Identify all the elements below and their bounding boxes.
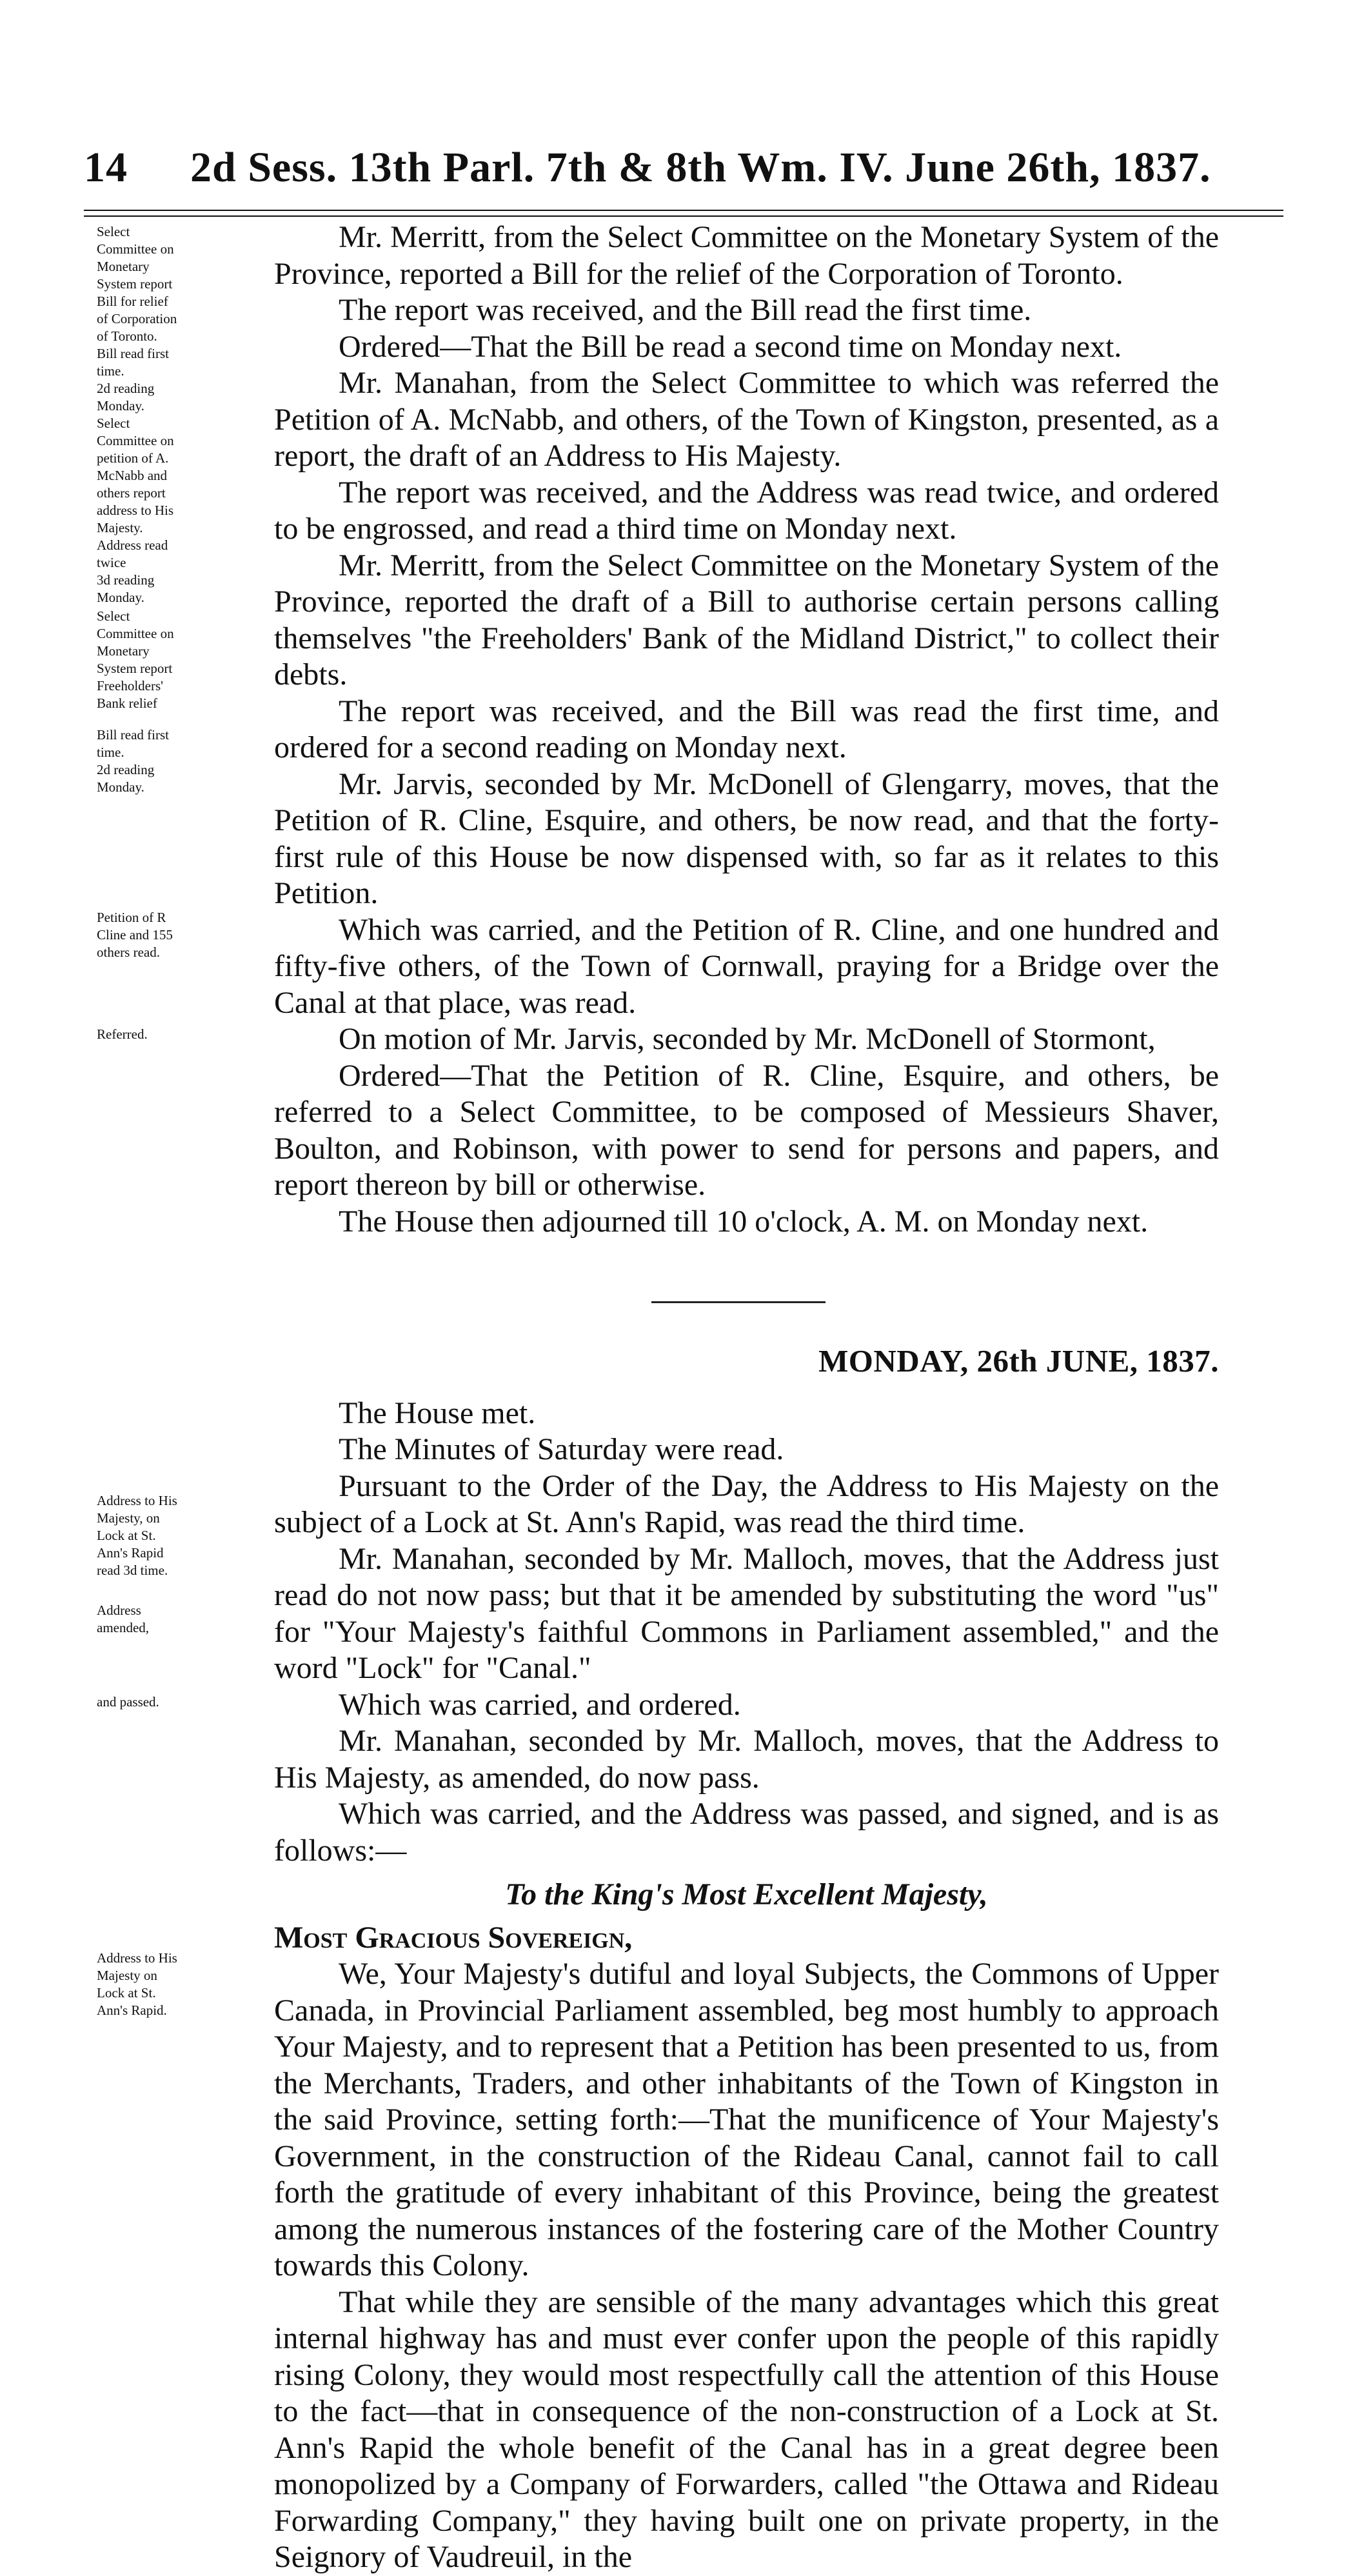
divider-rule — [651, 1301, 826, 1303]
section-divider — [0, 1240, 1355, 1343]
margin-note: Address amended, — [97, 1603, 150, 1635]
running-head: 2d Sess. 13th Parl. 7th & 8th Wm. IV. June 26th, 1837. — [190, 144, 1211, 191]
page-body — [0, 219, 1355, 2576]
paragraph: Ordered—That the Petition of R. Cline, Esquire, and others, be referred to a Select Committee, to be composed of Messieurs Shaver, Boulton, and Robinson, with power to send for persons and papers, and report thereon by bill or otherwise. — [274, 1058, 1219, 1202]
paragraph: Mr. Manahan, seconded by Mr. Malloch, moves, that the Address to His Majesty, as amended, do now pass. — [274, 1724, 1219, 1795]
paragraph: Pursuant to the Order of the Day, the Address to His Majesty on the subject of a Lock at St. Ann's Rapid, was read the third time. — [274, 1468, 1219, 1539]
margin-note: 3d reading Monday. — [97, 572, 155, 605]
margin-note: and passed. — [97, 1694, 159, 1710]
margin-note: Address to His Majesty, on Lock at St. Ann's Rapid read 3d time. — [97, 1493, 177, 1578]
paragraph: On motion of Mr. Jarvis, seconded by Mr. McDonell of Stormont, — [339, 1022, 1156, 1056]
paragraph: Which was carried, and the Address was passed, and signed, and is as follows:— — [274, 1797, 1219, 1868]
margin-note: Petition of R Cline and 155 others read. — [97, 910, 173, 960]
section-saturday — [0, 219, 1355, 1240]
paragraph: Mr. Jarvis, seconded by Mr. McDonell of Glengarry, moves, that the Petition of R. Cline, Esquire, and others, be now read, and that the forty-first rule of this House be now dispensed with, so far as it relates to this Petition. — [274, 766, 1219, 910]
page-number: 14 — [84, 144, 128, 191]
margin-note: Address to His Majesty on Lock at St. Ann's Rapid. — [97, 1950, 177, 2018]
header-rule — [84, 210, 1283, 217]
section-monday — [0, 1343, 1355, 2576]
paragraph: The report was received, and the Bill was read the first time, and ordered for a second reading on Monday next. — [274, 694, 1219, 764]
address-paragraph: That while they are sensible of the many advantages which this great internal highway has and must ever confer upon the people of this rapidly rising Colony, they would most respectfully call the attention of this House to the fact—that in consequence of the non-construction of a Lock at St. Ann's Rapid the whole benefit of the Canal has in a great degree been monopolized by a Company of Forwarders, called "the Ottawa and Rideau Forwarding Company," they having built one on private property, in the Seignory of Vaudreuil, in the — [274, 2284, 1219, 2574]
main-text — [187, 219, 1219, 1240]
margin-notes — [0, 1343, 187, 2576]
margin-note: Bill read first time. — [97, 346, 169, 379]
main-text — [187, 1343, 1219, 2576]
paragraph: Mr. Merritt, from the Select Committee on the Monetary System of the Province, reported the draft of a Bill to authorise certain persons calling themselves "the Freeholders' Bank of the Midland District," to collect their debts. — [274, 548, 1219, 692]
margin-note: Bill read first time. — [97, 727, 169, 760]
margin-note: Select Committee on Monetary System report Freeholders' Bank relief — [97, 608, 174, 711]
address-paragraph: We, Your Majesty's dutiful and loyal Subjects, the Commons of Upper Canada, in Provincial Parliament assembled, beg most humbly to approach Your Majesty, and to represent that a Petition has been presented to us, from the Merchants, Traders, and other inhabitants of the Town of Kingston in the said Province, setting forth:—That the munificence of Your Majesty's Government, in the construction of the Rideau Canal, cannot fail to call forth the gratitude of every inhabitant of this Province, being the greatest among the numerous instances of the fostering care of the Mother Country towards this Colony. — [274, 1957, 1219, 2282]
dateline: MONDAY, 26th JUNE, 1837. — [818, 1343, 1219, 1379]
paragraph: Mr. Manahan, from the Select Committee to which was referred the Petition of A. McNabb, and others, of the Town of Kingston, presented, as a report, the draft of an Address to His Majesty. — [274, 366, 1219, 473]
margin-note: Select Committee on Monetary System report Bill for relief of Corporation of Toronto. — [97, 224, 177, 344]
page-header — [84, 143, 1283, 192]
paragraph: Mr. Merritt, from the Select Committee on the Monetary System of the Province, reported a Bill for the relief of the Corporation of Toronto. — [274, 220, 1219, 291]
margin-note: Address read twice — [97, 537, 168, 570]
paragraph: The report was received, and the Address was read twice, and ordered to be engrossed, and read a third time on Monday next. — [274, 475, 1219, 546]
paragraph: Mr. Manahan, seconded by Mr. Malloch, moves, that the Address just read do not now pass; but that it be amended by substituting the word "us" for "Your Majesty's faithful Commons in Parliament assembled," and the word "Lock" for "Canal." — [274, 1541, 1219, 1685]
paragraph: The House met. — [339, 1395, 536, 1430]
paragraph: The report was received, and the Bill read the first time. — [339, 293, 1032, 327]
paragraph: The Minutes of Saturday were read. — [339, 1432, 784, 1466]
margin-note: 2d reading Monday. — [97, 381, 155, 414]
paragraph: The House then adjourned till 10 o'clock, A. M. on Monday next. — [339, 1204, 1149, 1239]
margin-note: Referred. — [97, 1026, 148, 1042]
paragraph: Ordered—That the Bill be read a second time on Monday next. — [339, 329, 1122, 364]
margin-note: Select Committee on petition of A. McNabb and others report address to His Majesty. — [97, 415, 174, 535]
paragraph: Which was carried, and ordered. — [339, 1687, 741, 1722]
salutation: Most Gracious Sovereign, — [274, 1920, 633, 1955]
margin-note: 2d reading Monday. — [97, 762, 155, 795]
paragraph: Which was carried, and the Petition of R. Cline, and one hundred and fifty-five others, of the Town of Cornwall, praying for a Bridge over the Canal at that place, was read. — [274, 912, 1219, 1020]
address-heading: To the King's Most Excellent Majesty, — [505, 1877, 988, 1912]
margin-notes — [0, 219, 187, 1240]
